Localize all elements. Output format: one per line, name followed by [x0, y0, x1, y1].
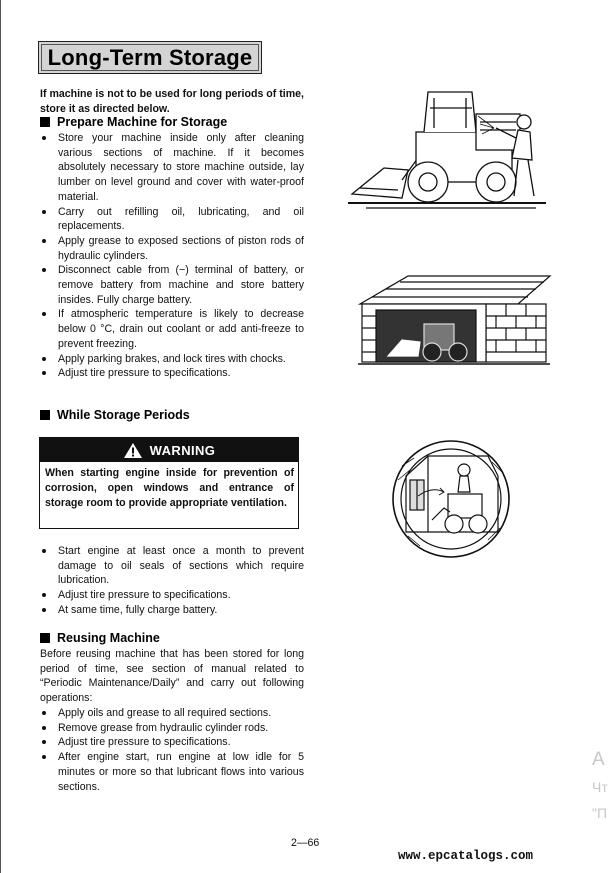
- list-item: Apply grease to exposed sections of piston rods of hydraulic cylinders.: [40, 234, 304, 263]
- section-heading-reusing-text: Reusing Machine: [57, 631, 160, 645]
- page-edge-line: [0, 0, 1, 873]
- list-item: Adjust tire pressure to specifications.: [40, 588, 304, 603]
- while-storage-list: [40, 544, 304, 618]
- page-title-box: [38, 41, 262, 74]
- page-number: 2—66: [291, 837, 320, 849]
- edge-fragment: Чт: [592, 779, 608, 795]
- list-item: Adjust tire pressure to specifications.: [40, 366, 304, 381]
- ventilation-illustration: [388, 436, 514, 562]
- list-item: Disconnect cable from (−) terminal of battery, or remove battery from machine and store battery insides. Fully charge battery.: [40, 263, 304, 307]
- intro-paragraph: If machine is not to be used for long periods of time, store it as directed below.: [40, 88, 304, 115]
- warning-triangle-icon: [123, 442, 143, 459]
- loader-cleaning-illustration: [346, 84, 550, 210]
- warning-text: When starting engine inside for prevention of corrosion, open windows and entrance of storage room to provide appropriate ventilation.: [45, 467, 294, 510]
- warning-box: [39, 437, 299, 529]
- reusing-list: [40, 706, 304, 794]
- page-title: Long-Term Storage: [41, 44, 259, 71]
- edge-fragment: "П: [592, 805, 608, 821]
- website-url[interactable]: www.epcatalogs.com: [398, 849, 534, 863]
- warning-label: WARNING: [149, 442, 216, 458]
- section-heading-reusing: [40, 631, 160, 645]
- reusing-intro: Before reusing machine that has been stored for long period of time, see section of manual related to “Periodic Maintenance/Daily” and carry out following operations:: [40, 648, 304, 705]
- list-item: Remove grease from hydraulic cylinder rods.: [40, 721, 304, 736]
- list-item: Carry out refilling oil, lubricating, and oil replacements.: [40, 205, 304, 234]
- section-heading-while-storage: [40, 408, 190, 422]
- section-heading-prepare: [40, 115, 227, 129]
- list-item: Adjust tire pressure to specifications.: [40, 735, 304, 750]
- warning-header: [40, 438, 298, 462]
- section-marker-icon: [40, 410, 50, 420]
- list-item: Start engine at least once a month to prevent damage to oil seals of sections which require lubrication.: [40, 544, 304, 588]
- list-item: At same time, fully charge battery.: [40, 603, 304, 618]
- list-item: Apply parking brakes, and lock tires with chocks.: [40, 352, 304, 367]
- section-marker-icon: [40, 117, 50, 127]
- section-marker-icon: [40, 633, 50, 643]
- section-heading-prepare-text: Prepare Machine for Storage: [57, 115, 228, 129]
- section-heading-while-storage-text: While Storage Periods: [57, 408, 190, 422]
- list-item: If atmospheric temperature is likely to decrease below 0 °C, drain out coolant or add anti-freeze to prevent freezing.: [40, 307, 304, 351]
- list-item: Apply oils and grease to all required sections.: [40, 706, 304, 721]
- list-item: After engine start, run engine at low idle for 5 minutes or more so that lubricant flows into various sections.: [40, 750, 304, 794]
- shed-storage-illustration: [358, 270, 552, 368]
- prepare-list: [40, 131, 304, 381]
- list-item: Store your machine inside only after cleaning various sections of machine. If it becomes absolutely necessary to store machine outside, lay lumber on level ground and cover with water-proof material.: [40, 131, 304, 205]
- edge-fragment: A: [592, 749, 605, 770]
